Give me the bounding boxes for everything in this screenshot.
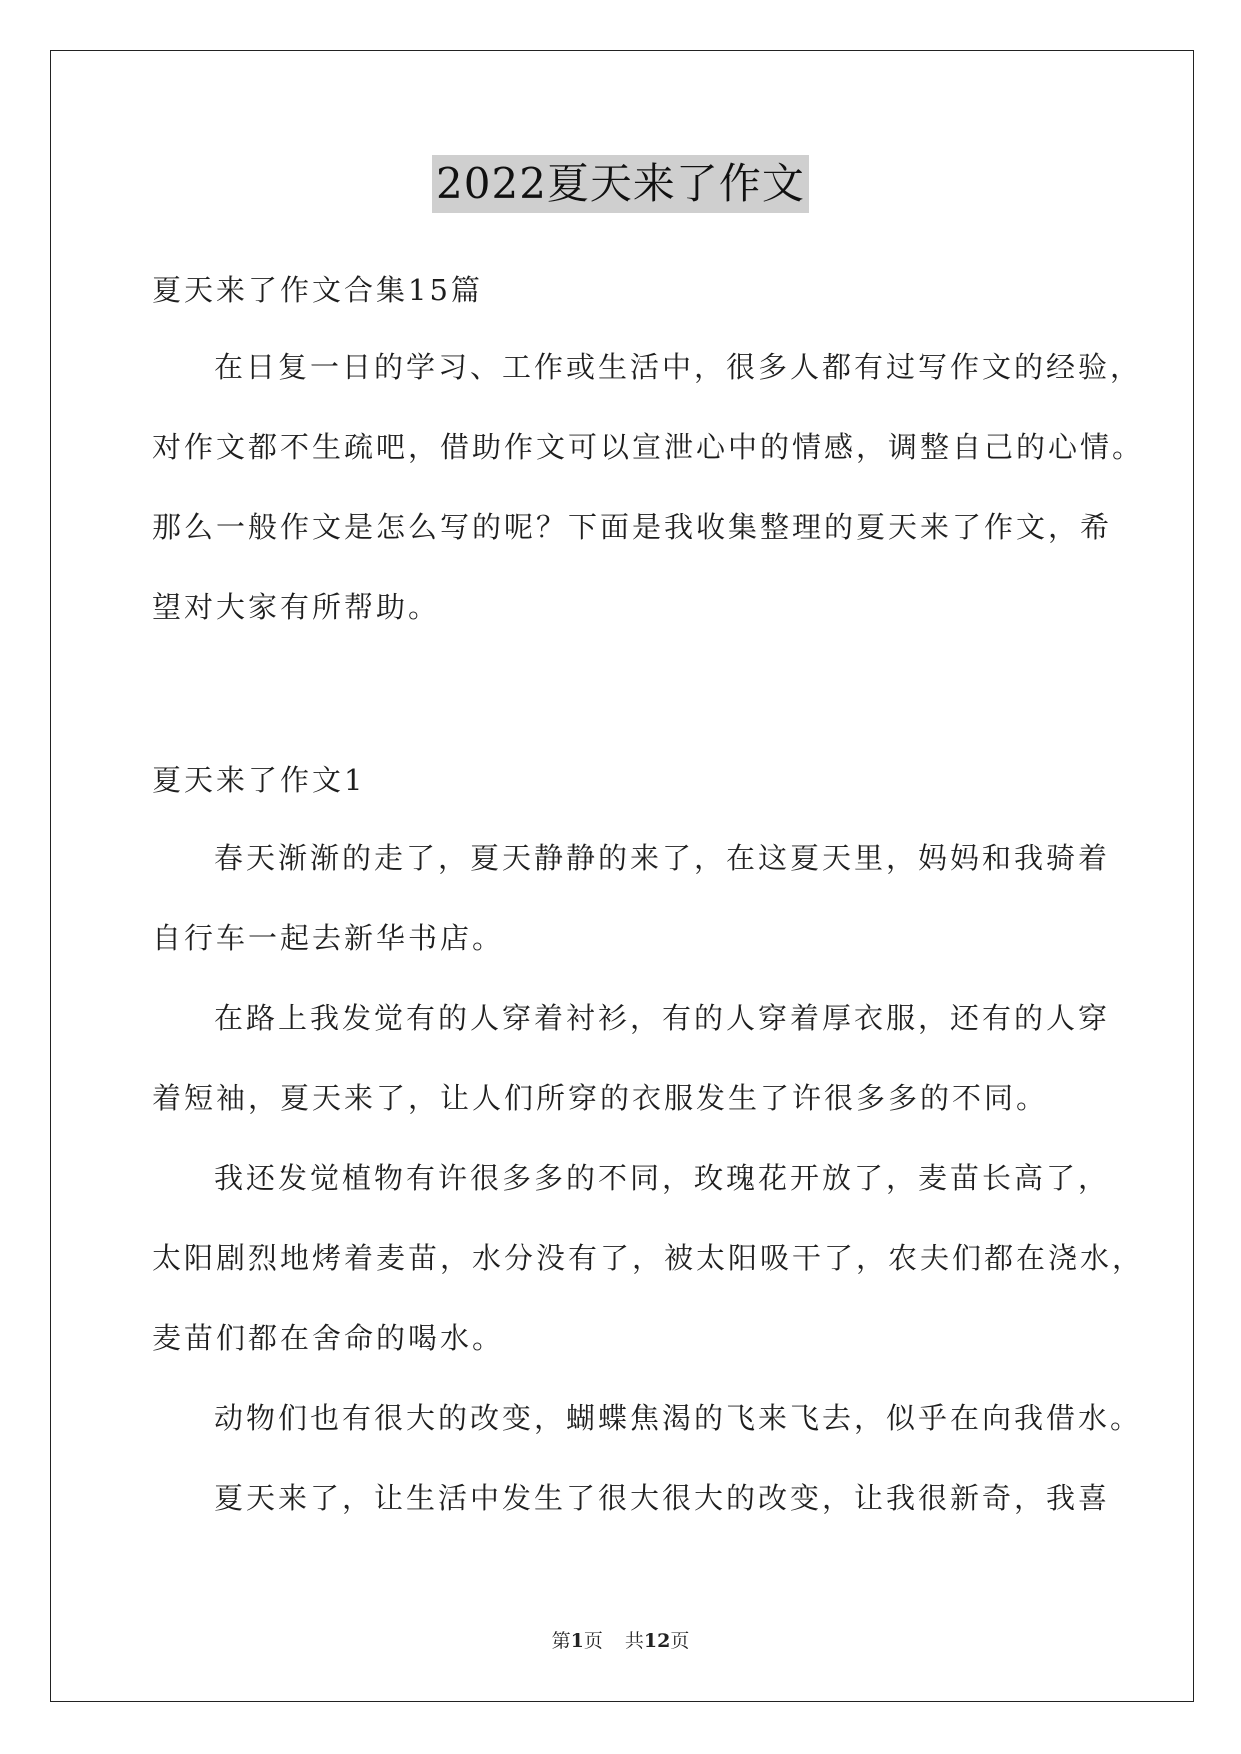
page-suffix: 页 <box>583 1630 603 1652</box>
page-number: 1 <box>570 1630 584 1652</box>
intro-paragraph-line: 那么一般作文是怎么写的呢？下面是我收集整理的夏天来了作文，希 <box>152 510 1113 544</box>
essay-paragraph-line: 麦苗们都在舍命的喝水。 <box>152 1321 505 1355</box>
essay-paragraph-line: 我还发觉植物有许很多多的不同，玫瑰花开放了，麦苗长高了， <box>214 1161 1111 1195</box>
intro-paragraph-line: 对作文都不生疏吧，借助作文可以宣泄心中的情感，调整自己的心情。 <box>152 430 1145 464</box>
essay-paragraph-line: 太阳剧烈地烤着麦苗，水分没有了，被太阳吸干了，农夫们都在浇水， <box>152 1241 1145 1275</box>
document-title: 2022夏天来了作文 <box>432 155 809 213</box>
essay-paragraph-line: 春天渐渐的走了，夏天静静的来了，在这夏天里，妈妈和我骑着 <box>214 841 1111 875</box>
essay-paragraph-line: 着短袖，夏天来了，让人们所穿的衣服发生了许很多多的不同。 <box>152 1081 1049 1115</box>
title-container <box>0 155 1241 213</box>
page-prefix: 第 <box>551 1630 571 1652</box>
essay-paragraph-line: 夏天来了，让生活中发生了很大很大的改变，让我很新奇，我喜 <box>214 1481 1111 1515</box>
intro-paragraph-line: 望对大家有所帮助。 <box>152 590 441 624</box>
total-suffix: 页 <box>670 1630 690 1652</box>
total-prefix: 共 <box>624 1630 644 1652</box>
page-footer <box>0 1628 1241 1654</box>
intro-paragraph-line: 在日复一日的学习、工作或生活中，很多人都有过写作文的经验， <box>214 350 1143 384</box>
collection-heading: 夏天来了作文合集15篇 <box>152 273 483 307</box>
essay-paragraph-line: 动物们也有很大的改变，蝴蝶焦渴的飞来飞去，似乎在向我借水。 <box>214 1401 1143 1435</box>
essay-paragraph-line: 自行车一起去新华书店。 <box>152 921 505 955</box>
total-pages: 12 <box>643 1630 671 1652</box>
essay-heading: 夏天来了作文1 <box>152 763 366 797</box>
essay-paragraph-line: 在路上我发觉有的人穿着衬衫，有的人穿着厚衣服，还有的人穿 <box>214 1001 1111 1035</box>
